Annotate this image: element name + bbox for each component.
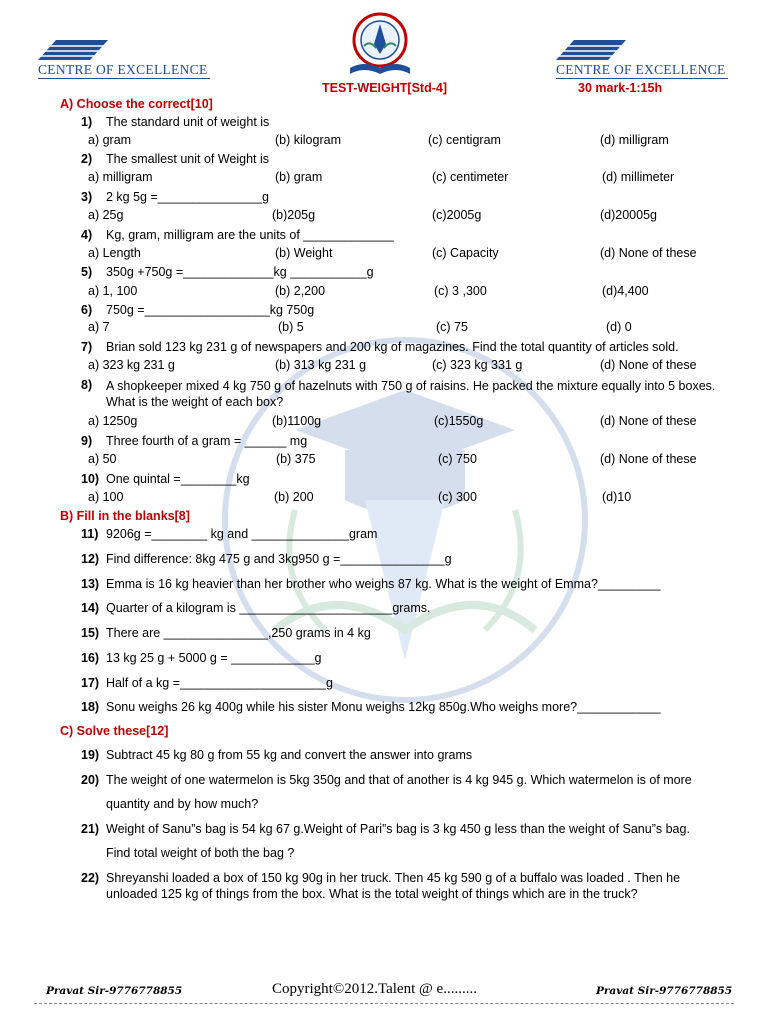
question-text: A shopkeeper mixed 4 kg 750 g of hazelnuts with 750 g of raisins. He packed the mixture equally into 5 boxes. What is the weight of each box?	[106, 379, 716, 409]
answer-option: (b) 375	[276, 452, 316, 466]
answer-option: (d)10	[602, 490, 632, 504]
answer-option: (b) 313 kg 231 g	[275, 358, 367, 372]
section-b-title: B) Fill in the blanks[8]	[60, 509, 190, 523]
answer-option: (d) None of these	[600, 246, 697, 260]
answer-option: (b) 200	[274, 490, 314, 504]
footer-right-signature: Pravat Sir-9776778855	[596, 985, 733, 997]
answer-option: (b)1100g	[272, 414, 322, 428]
question-number: 20)	[81, 773, 100, 787]
left-org-name: CENTRE OF EXCELLENCE	[38, 62, 208, 77]
answer-option: (c)1550g	[434, 414, 484, 428]
coe-logo-icon	[38, 40, 108, 60]
question-number: 5)	[81, 265, 93, 279]
answer-option: (b) 5	[278, 320, 304, 334]
answer-option: (c) centigram	[428, 133, 501, 147]
marks-time: 30 mark-1:15h	[578, 81, 663, 95]
question-number: 12)	[81, 552, 100, 566]
answer-option: a) 323 kg 231 g	[88, 358, 175, 372]
header-right-brand	[556, 40, 731, 78]
answer-option: a) milligram	[88, 170, 153, 184]
answer-option: (b) 2,200	[275, 284, 326, 298]
right-org-name: CENTRE OF EXCELLENCE	[556, 62, 726, 77]
question-text: Emma is 16 kg heavier than her brother who weighs 87 kg. What is the weight of Emma?_________	[106, 577, 661, 591]
left-header-rule	[38, 78, 210, 79]
question-text: 13 kg 25 g + 5000 g = ____________g	[106, 651, 322, 665]
question-text: One quintal =________kg	[106, 472, 250, 486]
question-number: 22)	[81, 871, 100, 885]
question-text: The standard unit of weight is	[106, 115, 270, 129]
question-text: Sonu weighs 26 kg 400g while his sister Monu weighs 12kg 850g.Who weighs more?____________	[106, 700, 661, 714]
question-number: 11)	[81, 527, 99, 541]
answer-option: (d) None of these	[600, 414, 697, 428]
question-number: 4)	[81, 228, 93, 242]
answer-option: (d)4,400	[602, 284, 649, 298]
question-number: 14)	[81, 601, 100, 615]
question-text: Shreyanshi loaded a box of 150 kg 90g in her truck. Then 45 kg 590 g of a buffalo was loaded . Then he	[106, 871, 681, 885]
question-text: Kg, gram, milligram are the units of _____________	[106, 228, 394, 242]
answer-option: (d)20005g	[600, 208, 657, 222]
answer-option: a) 7	[88, 320, 110, 334]
question-number: 13)	[81, 577, 100, 591]
answer-option: (c) 75	[436, 320, 468, 334]
coe-logo-icon	[556, 40, 626, 60]
answer-option: (c) 323 kg 331 g	[432, 358, 523, 372]
question-text: 350g +750g =_____________kg ___________g	[106, 265, 374, 279]
answer-option: (d) millimeter	[602, 170, 675, 184]
question-number: 18)	[81, 700, 100, 714]
question-number: 8)	[81, 378, 93, 392]
question-number: 1)	[81, 115, 93, 129]
question-text: The weight of one watermelon is 5kg 350g and that of another is 4 kg 945 g. Which watermelon is of more	[106, 773, 692, 787]
question-text: Weight of Sanu”s bag is 54 kg 67 g.Weight of Pari”s bag is 3 kg 450 g less than the weight of Sanu”s bag.	[106, 822, 690, 836]
answer-option: (c) 3 ,300	[434, 284, 487, 298]
question-number: 15)	[81, 626, 100, 640]
answer-option: a) gram	[88, 133, 132, 147]
answer-option: (d) 0	[606, 320, 632, 334]
question-number: 6)	[81, 303, 93, 317]
question-text: Half of a kg =_____________________g	[106, 676, 333, 690]
answer-option: (d) None of these	[600, 452, 697, 466]
answer-option: (b) Weight	[275, 246, 333, 260]
question-text: Quarter of a kilogram is ______________________grams.	[106, 601, 431, 615]
question-text-continued: unloaded 125 kg of things from the box. What is the total weight of things which are in the truck?	[106, 887, 638, 901]
question-text: Find difference: 8kg 475 g and 3kg950 g =_______________g	[106, 552, 452, 566]
answer-option: (b) gram	[275, 170, 323, 184]
question-number: 10)	[81, 472, 100, 486]
question-number: 19)	[81, 748, 100, 762]
question-text: Three fourth of a gram = ______ mg	[106, 434, 308, 448]
answer-option: a) Length	[88, 246, 141, 260]
section-a-title: A) Choose the correct[10]	[60, 97, 213, 111]
section-c-title: C) Solve these[12]	[60, 724, 169, 738]
test-title: TEST-WEIGHT[Std-4]	[322, 81, 447, 95]
right-header-rule	[556, 78, 728, 79]
question-text: 9206g =________ kg and ______________gram	[106, 527, 378, 541]
question-text-continued: Find total weight of both the bag ?	[106, 846, 295, 860]
question-text: The smallest unit of Weight is	[106, 152, 270, 166]
answer-option: (c) 300	[438, 490, 477, 504]
answer-option: a) 50	[88, 452, 117, 466]
answer-option: (b)205g	[272, 208, 316, 222]
footer-divider	[34, 1003, 734, 1004]
question-text: Subtract 45 kg 80 g from 55 kg and convert the answer into grams	[106, 748, 473, 762]
question-number: 16)	[81, 651, 100, 665]
question-text: Brian sold 123 kg 231 g of newspapers and 200 kg of magazines. Find the total quantity of articles sold.	[106, 340, 679, 354]
answer-option: a) 25g	[88, 208, 124, 222]
answer-option: a) 1250g	[88, 414, 138, 428]
footer-copyright: Copyright©2012.Talent @ e.........	[272, 981, 477, 997]
question-number: 3)	[81, 190, 93, 204]
answer-option: (c) 750	[438, 452, 477, 466]
question-number: 2)	[81, 152, 93, 166]
answer-option: (d) None of these	[600, 358, 697, 372]
question-text: 2 kg 5g =_______________g	[106, 190, 270, 204]
question-text: There are _______________,250 grams in 4 kg	[106, 626, 371, 640]
question-text-continued: quantity and by how much?	[106, 797, 259, 811]
answer-option: a) 1, 100	[88, 284, 138, 298]
header-left-brand	[38, 40, 213, 78]
answer-option: a) 100	[88, 490, 124, 504]
question-number: 7)	[81, 340, 93, 354]
answer-option: (b) kilogram	[275, 133, 341, 147]
answer-option: (c) centimeter	[432, 170, 509, 184]
answer-option: (c) Capacity	[432, 246, 499, 260]
question-number: 9)	[81, 434, 93, 448]
question-number: 21)	[81, 822, 100, 836]
footer-left-signature: Pravat Sir-9776778855	[46, 985, 183, 997]
question-text: 750g =__________________kg 750g	[106, 303, 315, 317]
answer-option: (d) milligram	[600, 133, 669, 147]
answer-option: (c)2005g	[432, 208, 482, 222]
academy-logo-icon	[344, 10, 416, 80]
question-number: 17)	[81, 676, 100, 690]
